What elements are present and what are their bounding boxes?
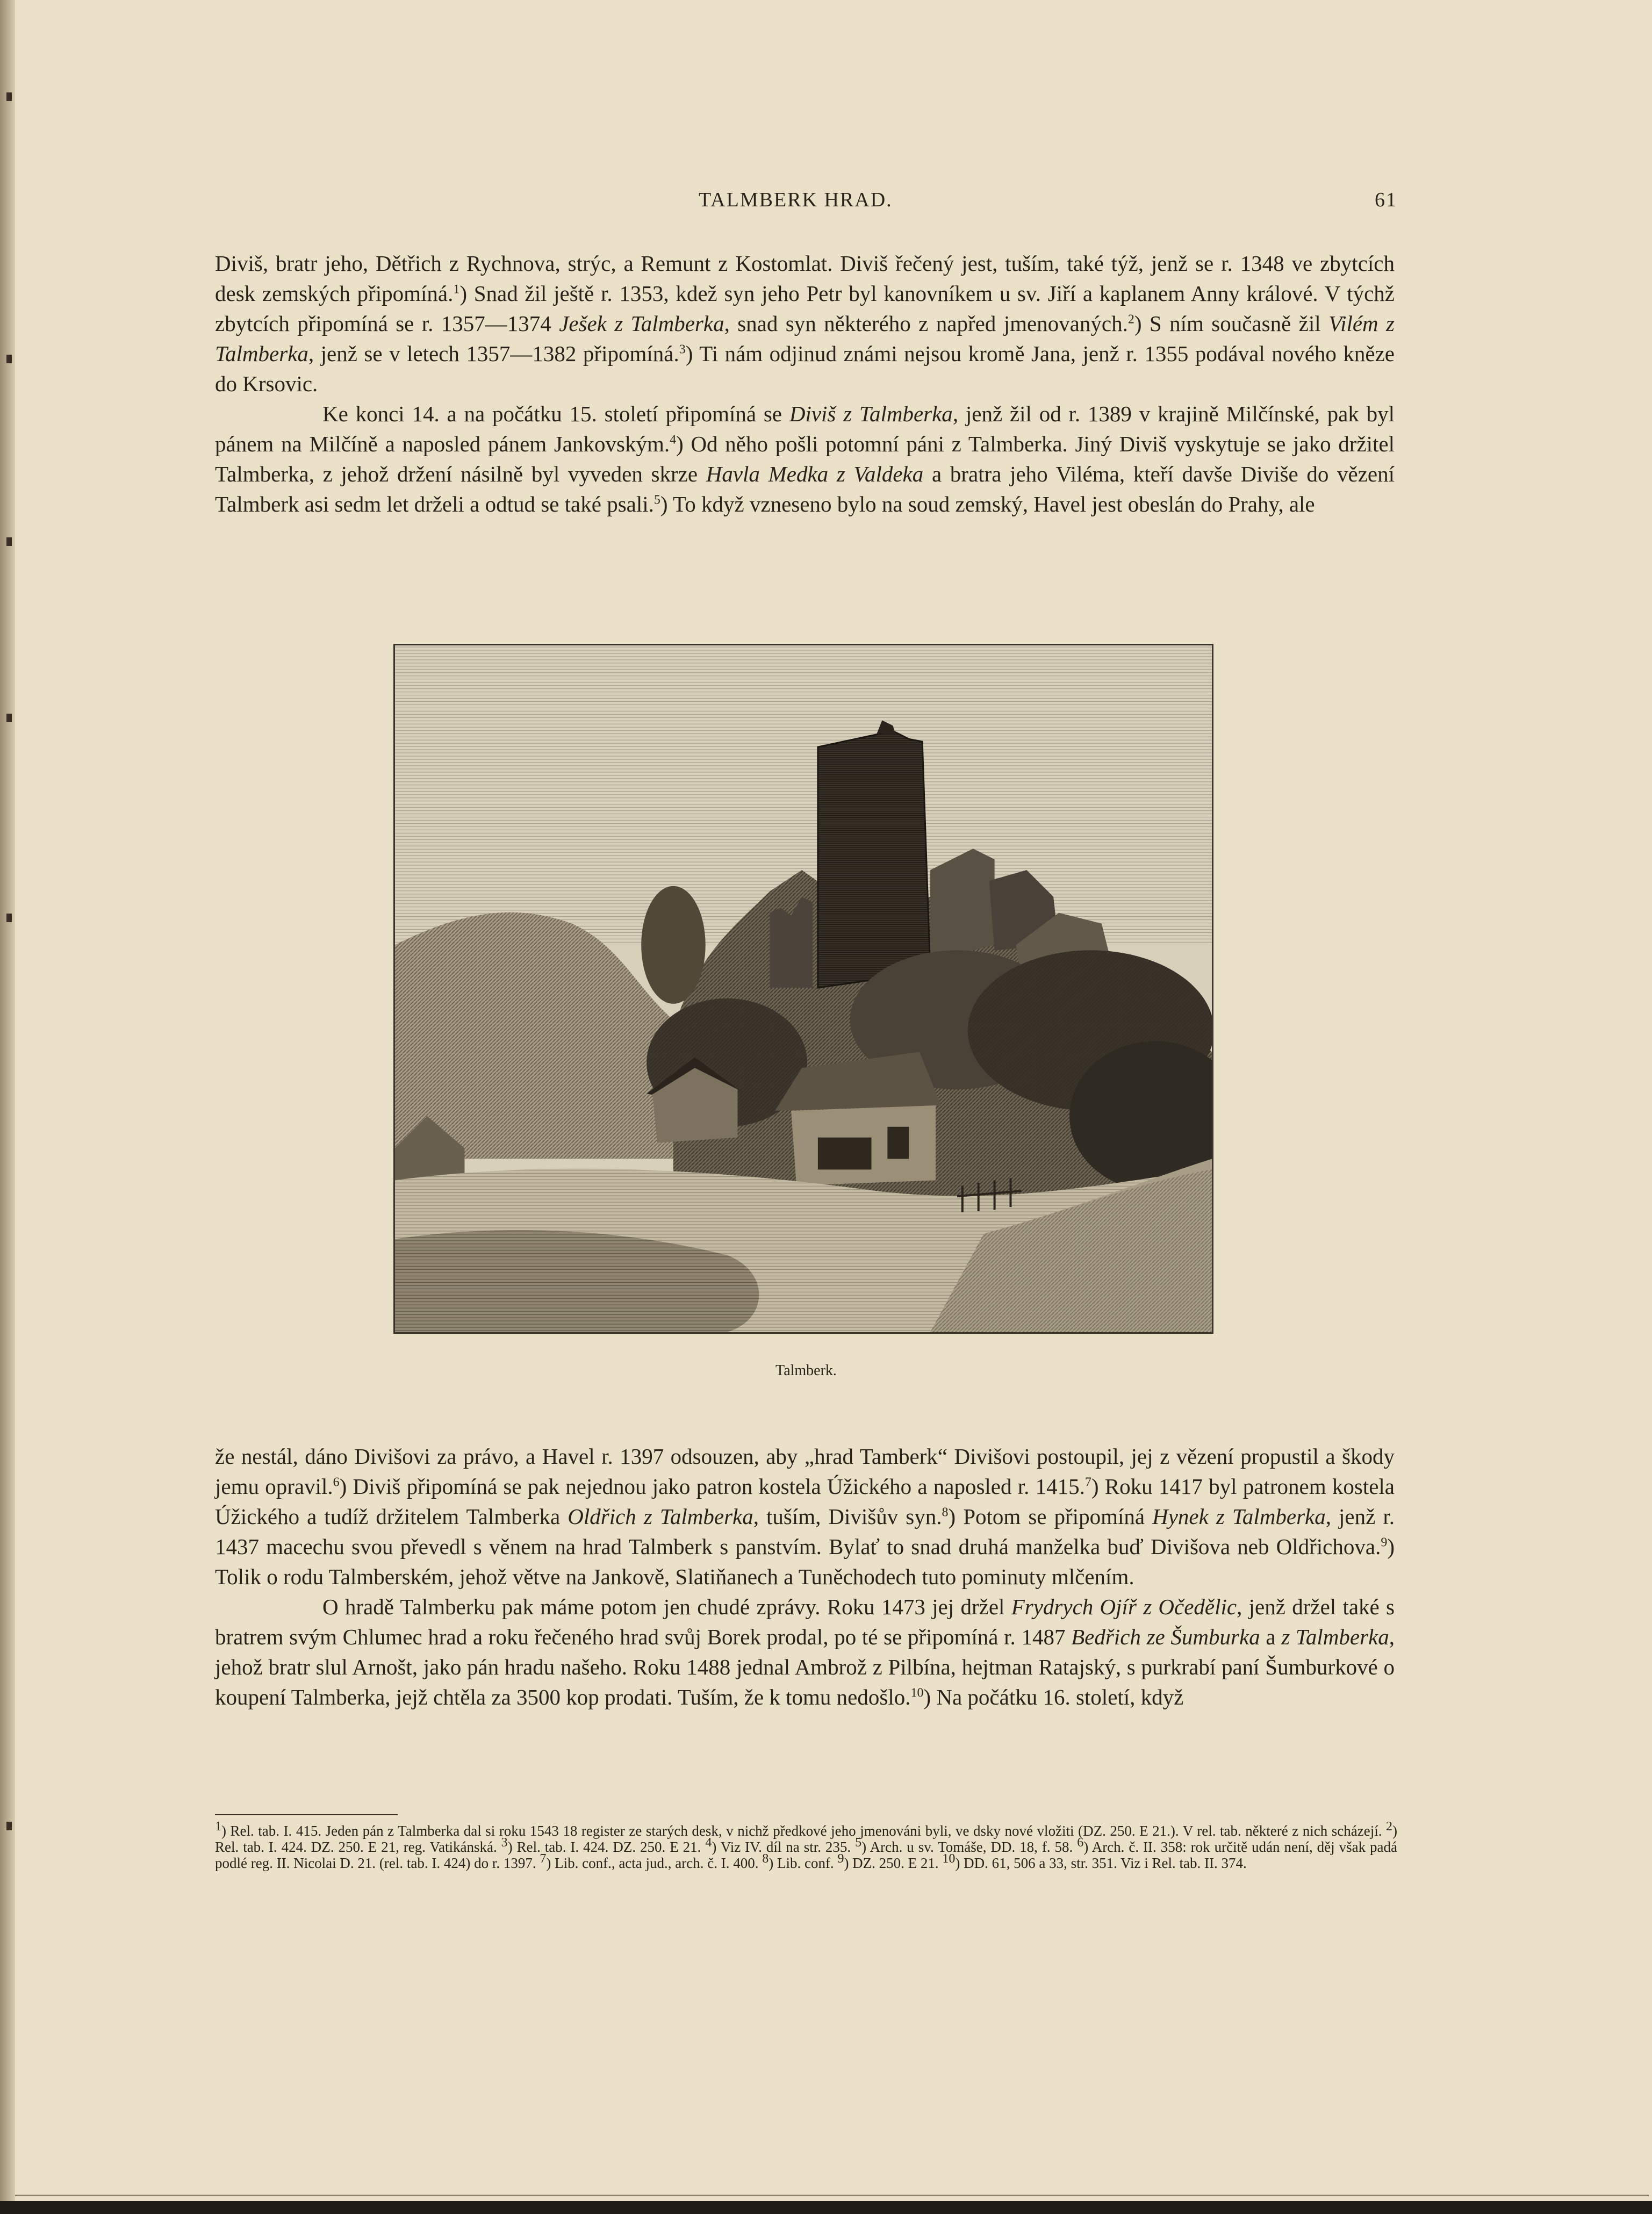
footnotes xyxy=(215,1820,1397,1871)
margin-mark xyxy=(6,92,12,101)
scan-edge-line xyxy=(15,2195,1649,2196)
binding-shadow xyxy=(0,0,15,2214)
margin-mark xyxy=(6,1822,12,1830)
text-block-top xyxy=(215,248,1395,519)
figure-caption: Talmberk. xyxy=(775,1362,837,1379)
footnote-rule xyxy=(215,1814,398,1815)
text-block-bottom xyxy=(215,1441,1395,1712)
footnotes-text: $^1$) Rel. tab. I. 415. Jeden pán z Talmberka dal si roku 1543 18 register ze starých desk, v nichž předkové jeho jmenováni byli, ve dsky nové vložiti (DZ. 250. E 21.). V rel. tab. některé z nich scházejí. $^2$) Rel. tab. I. 424. DZ. 250. E 21, reg. Vatikánská. $^3$) Rel. tab. I. 424. DZ. 250. E 21. $^4$) Viz IV. díl na str. 235. $^5$) Arch. u sv. Tomáše, DD. 18, f. 58. $^6$) Arch. č. II. 358: rok určitě udán není, děj však padá podlé reg. II. Nicolai D. 21. (rel. tab. I. 424) do r. 1397. $^7$) Lib. conf., acta jud., arch. č. I. 400. $^8$) Lib. conf. $^9$) DZ. 250. E 21. $^{10}$) DD. 61, 506 a 33, str. 351. Viz i Rel. tab. II. 374. xyxy=(215,1820,1397,1871)
paragraph: Diviš, bratr jeho, Dětřich z Rychnova, strýc, a Remunt z Kostomlat. Diviš řečený jest, tuším, také týž, jenž se r. 1348 ve zbytcích desk zemských připomíná.$^1$) Snad žil ještě r. 1353, kdež syn jeho Petr byl kanovníkem u sv. Jiří a kaplanem Anny králové. V týchž zbytcích připomíná se r. 1357—1374 Ješek z Talmberka, snad syn některého z napřed jmenovaných.$^2$) S ním současně žil Vilém z Talmberka, jenž se v letech 1357—1382 připomíná.$^3$) Ti nám odjinud známi nejsou kromě Jana, jenž r. 1355 podával nového kněze do Krsovic. xyxy=(215,251,1395,396)
paragraph: Ke konci 14. a na počátku 15. století připomíná se Diviš z Talmberka, jenž žil od r. 1389 v krajině Milčínské, pak byl pánem na Milčíně a naposled pánem Jankovským.$^4$) Od něho pošli potomní páni z Talmberka. Jiný Diviš vyskytuje se jako držitel Talmberka, z jehož držení násilně byl vyveden skrze Havla Medka z Valdeka a bratra jeho Viléma, kteří davše Diviše do vězení Talmberk asi sedm let drželi a odtud se také psali.$^5$) To když vzneseno bylo na soud zemský, Havel jest obeslán do Prahy, ale xyxy=(215,401,1395,516)
margin-mark xyxy=(6,355,12,363)
engraving-talmberk xyxy=(393,644,1213,1334)
paragraph: O hradě Talmberku pak máme potom jen chudé zprávy. Roku 1473 jej držel Frydrych Ojíř z Očedělic, jenž držel také s bratrem svým Chlumec hrad a roku řečeného hrad svůj Borek prodal, po té se připomíná r. 1487 Bedřich ze Šumburka a z Talmberka, jehož bratr slul Arnošt, jako pán hradu našeho. Roku 1488 jednal Ambrož z Pilbína, hejtman Ratajský, s purkrabí paní Šumburkové o koupení Talmberka, jejž chtěla za 3500 kop prodati. Tuším, že k tomu nedošlo.$^{10}$) Na počátku 16. století, když xyxy=(215,1594,1395,1709)
paragraph: že nestál, dáno Divišovi za právo, a Havel r. 1397 odsouzen, aby „hrad Tamberk“ Divišovi postoupil, jej z vězení propustil a škody jemu opravil.$^6$) Diviš připomíná se pak nejednou jako patron kostela Úžického a naposled r. 1415.$^7$) Roku 1417 byl patronem kostela Úžického a tudíž držitelem Talmberka Oldřich z Talmberka, tuším, Divišův syn.$^8$) Potom se připomíná Hynek z Talmberka, jenž r. 1437 macechu svou převedl s věnem na hrad Talmberk s panstvím. Bylať to snad druhá manželka buď Divišova neb Oldřichova.$^9$) Tolik o rodu Talmberském, jehož větve na Jankově, Slatiňanech a Tuněchodech tuto pominuty mlčením. xyxy=(215,1444,1395,1589)
page-title: TALMBERK HRAD. xyxy=(699,189,893,211)
margin-mark xyxy=(6,914,12,922)
engraving-illustration xyxy=(395,645,1212,1332)
scan-bottom-edge xyxy=(0,2201,1652,2214)
running-head xyxy=(215,188,1397,212)
margin-mark xyxy=(6,714,12,722)
page-number: 61 xyxy=(1375,189,1397,211)
margin-mark xyxy=(6,537,12,546)
